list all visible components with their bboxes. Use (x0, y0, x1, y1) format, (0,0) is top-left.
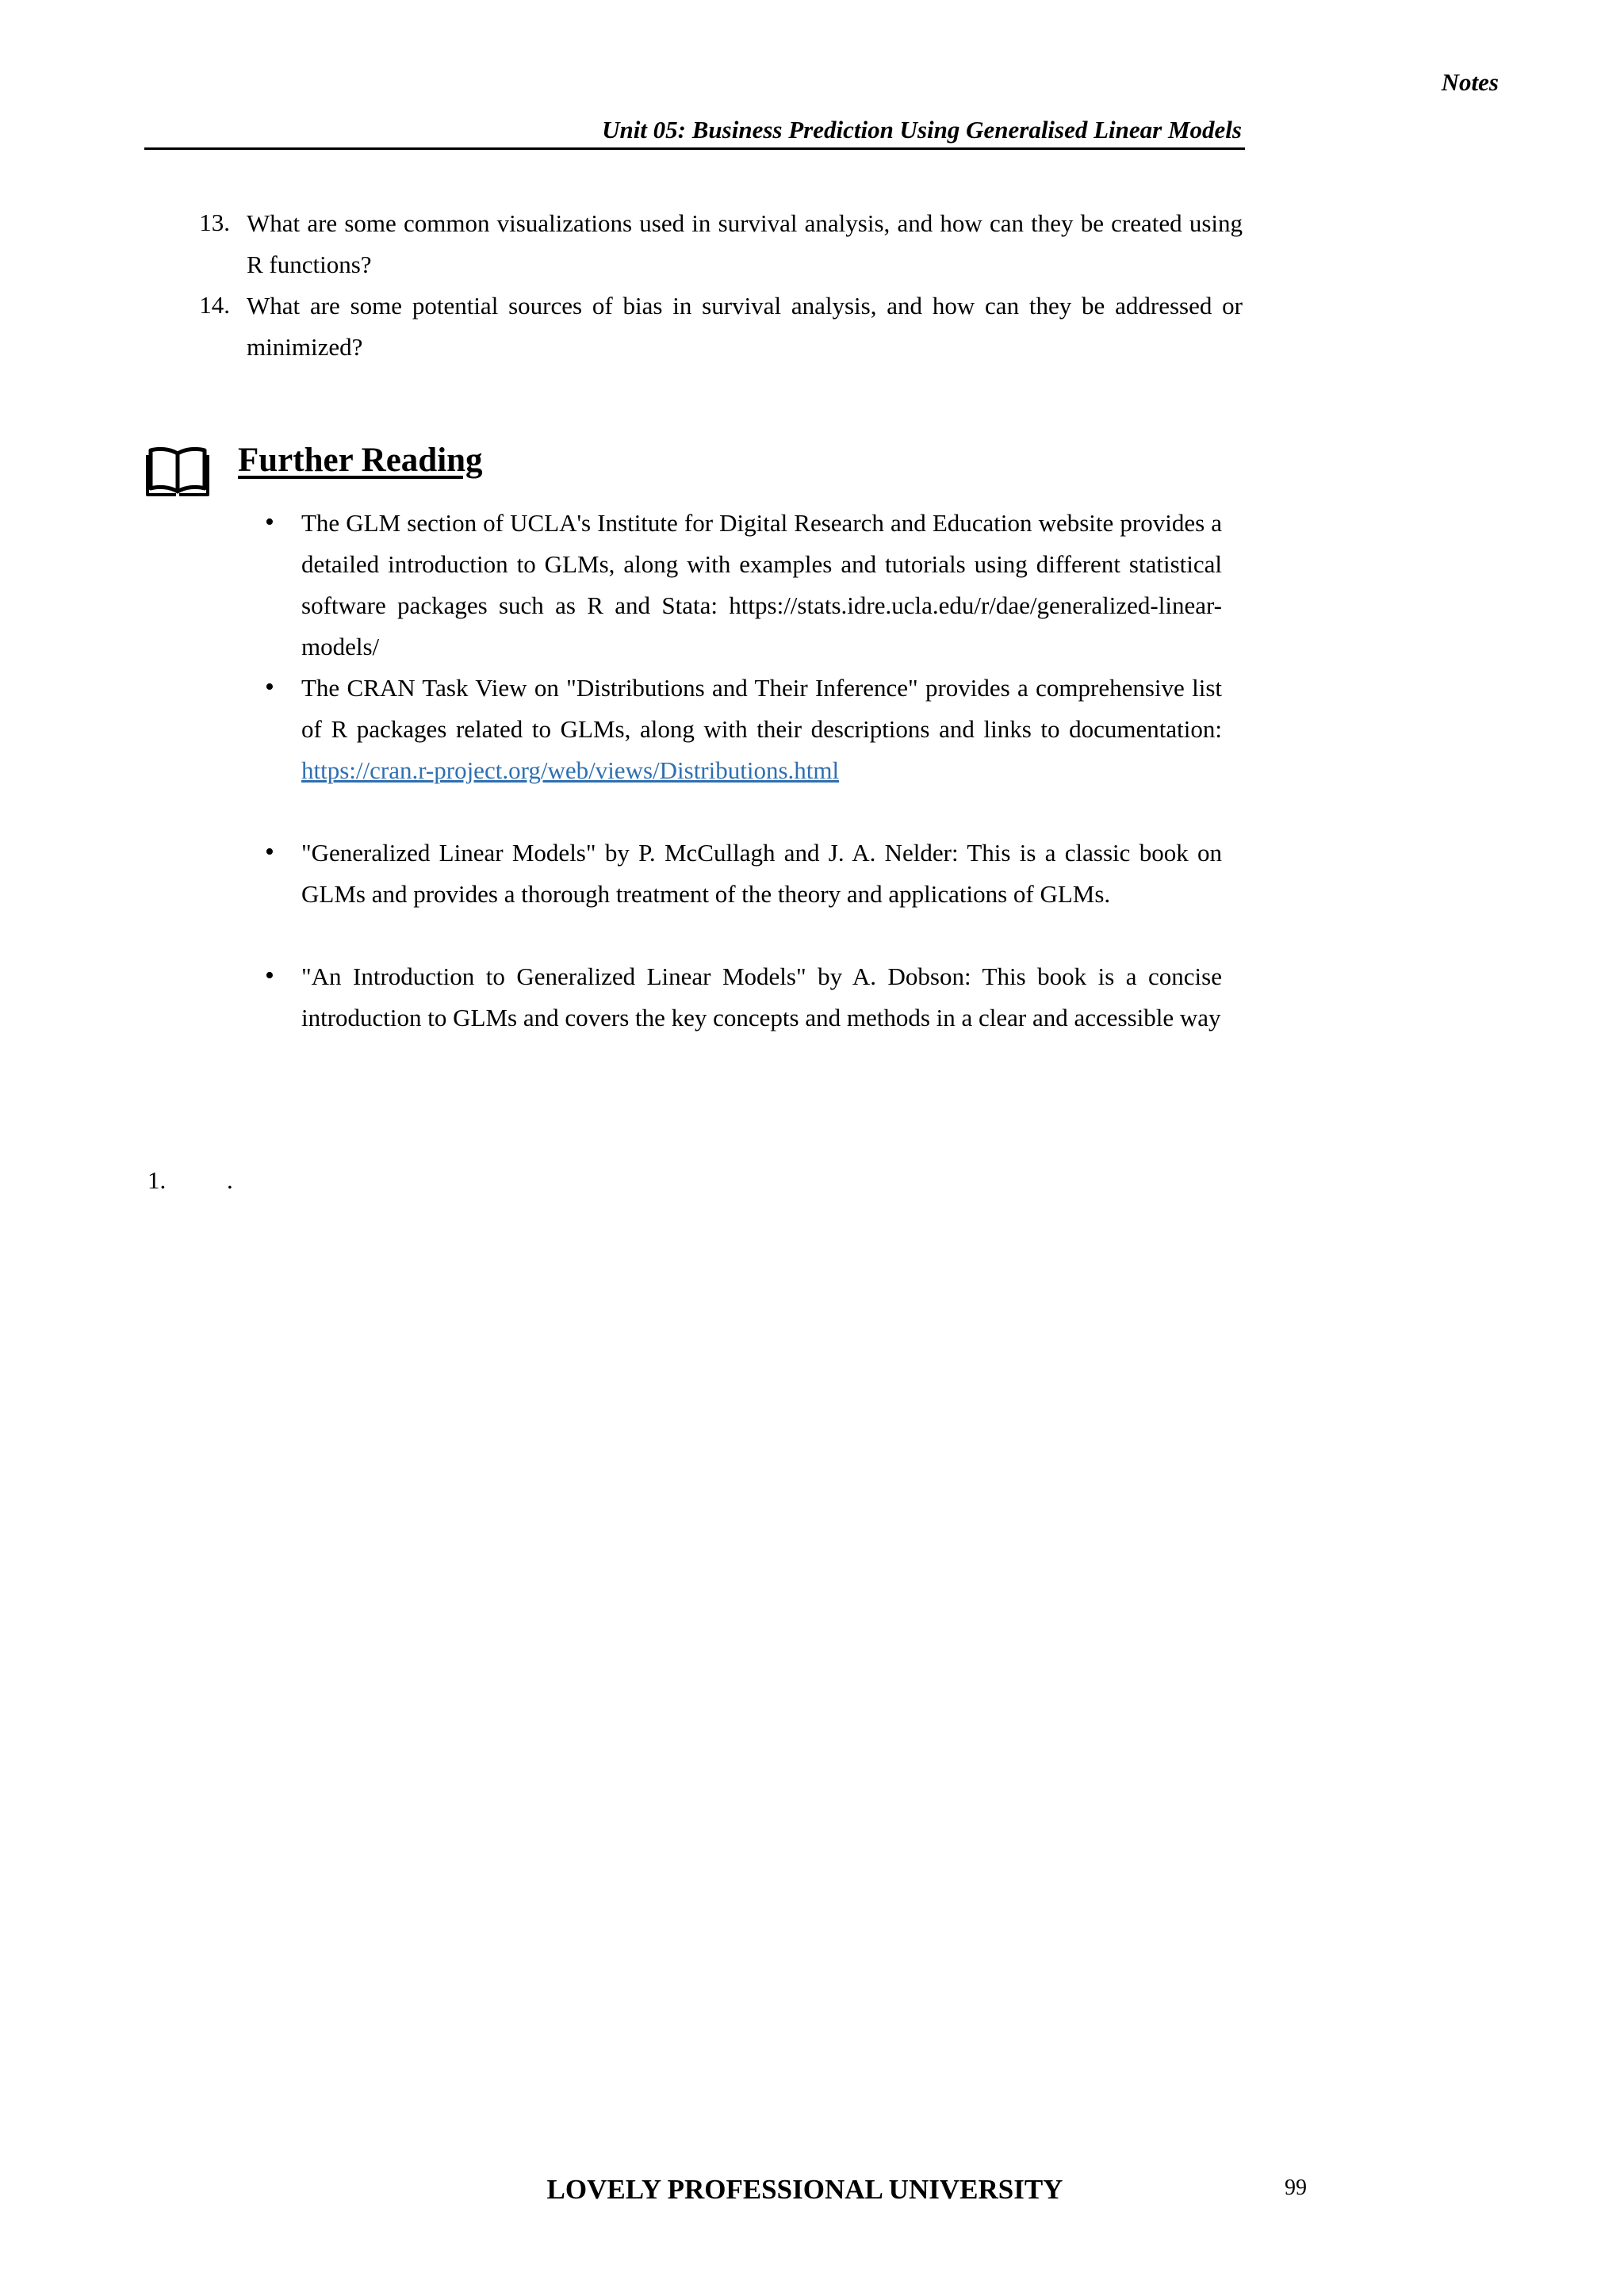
bullet: • (265, 837, 274, 867)
reading-item (301, 668, 1222, 791)
page-number: 99 (1285, 2175, 1307, 2200)
reading-item-text: The CRAN Task View on "Distributions and Their Inference" provides a comprehensive list of R packages related to GLMs, along with their descriptions and links to documentation: (301, 674, 1222, 743)
question-text: What are some common visualizations used in survival analysis, and how can they be created using R functions? (247, 209, 1243, 278)
stray-list-number: 1. (147, 1166, 167, 1194)
bullet: • (265, 507, 274, 537)
margin-notes-label: Notes (1441, 68, 1499, 96)
bullet: • (265, 961, 274, 990)
question-number: 13. (199, 209, 230, 236)
footer-university: LOVELY PROFESSIONAL UNIVERSITY (546, 2174, 1063, 2205)
bullet: • (265, 672, 274, 702)
reading-item: The GLM section of UCLA's Institute for Digital Research and Education website provides a detailed introduction to GLMs, along with examples and tutorials using different statistical software packages such as R and Stata: https://stats.idre.ucla.edu/r/dae/generalized-linear-models/ (301, 509, 1222, 660)
reading-item: "Generalized Linear Models" by P. McCullagh and J. A. Nelder: This is a classic book on GLMs and provides a thorough treatment of the theory and applications of GLMs. (301, 839, 1222, 908)
question-text: What are some potential sources of bias in survival analysis, and how can they be addressed or minimized? (247, 292, 1243, 361)
stray-list-dot: . (227, 1166, 233, 1194)
further-reading-heading: Further Reading (238, 442, 483, 479)
open-book-icon (146, 444, 209, 498)
running-header: Unit 05: Business Prediction Using Generalised Linear Models (602, 116, 1242, 144)
header-rule (144, 147, 1245, 150)
reading-item: "An Introduction to Generalized Linear Models" by A. Dobson: This book is a concise introduction to GLMs and covers the key concepts and methods in a clear and accessible way (301, 962, 1222, 1031)
question-number: 14. (199, 291, 230, 319)
cran-distributions-link[interactable]: https://cran.r-project.org/web/views/Distributions.html (301, 756, 840, 784)
